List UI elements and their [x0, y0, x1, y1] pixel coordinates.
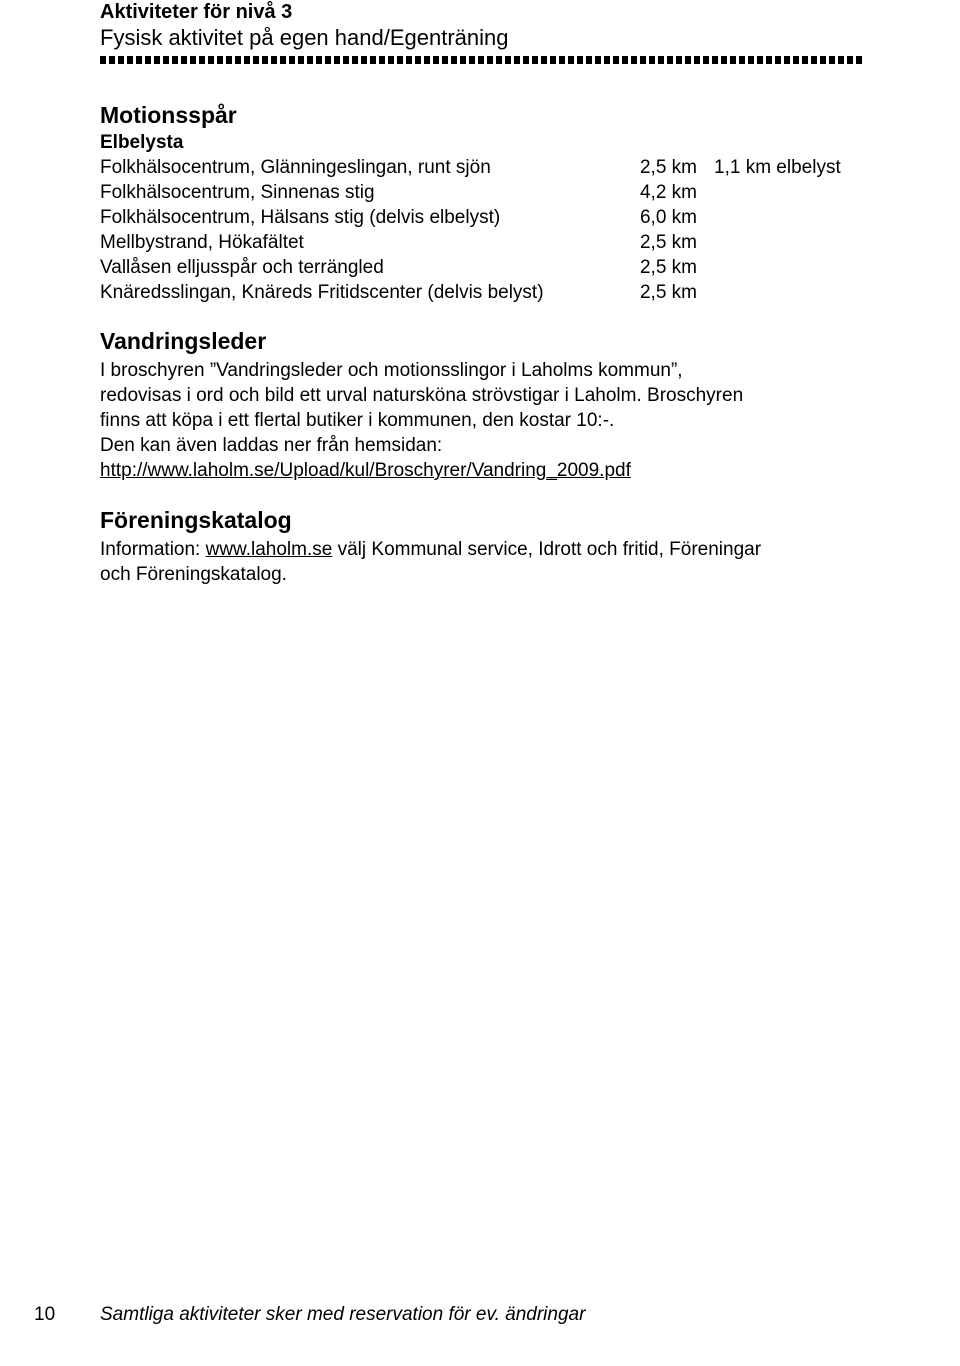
- brochure-pdf-link[interactable]: http://www.laholm.se/Upload/kul/Broschyrer/Vandring_2009.pdf: [100, 460, 631, 481]
- header-dotted-rule: [100, 56, 864, 64]
- trail-row: [100, 180, 880, 205]
- vandringsleder-paragraph: [100, 358, 880, 483]
- footer-note: Samtliga aktiviteter sker med reservation för ev. ändringar: [100, 1304, 586, 1325]
- motionsspar-heading: Motionsspår: [100, 102, 237, 128]
- paragraph-line: Den kan även laddas ner från hemsidan:: [100, 435, 443, 456]
- trail-name: Vallåsen elljusspår och terrängled: [100, 257, 384, 278]
- trail-row: [100, 155, 880, 180]
- foreningskatalog-paragraph: [100, 537, 880, 587]
- section-foreningskatalog: [100, 505, 880, 587]
- trail-row: [100, 230, 880, 255]
- info-prefix: Information:: [100, 539, 206, 560]
- elbelysta-subheading: Elbelysta: [100, 132, 184, 153]
- trail-distance: 2,5 km: [639, 157, 697, 178]
- trail-name: Folkhälsocentrum, Glänningeslingan, runt sjön: [100, 157, 491, 178]
- trail-distance: 4,2 km: [639, 182, 697, 203]
- trail-name: Mellbystrand, Hökafältet: [100, 232, 304, 253]
- paragraph-line: I broschyren ”Vandringsleder och motionsslingor i Laholms kommun”,: [100, 360, 683, 381]
- foreningskatalog-heading: Föreningskatalog: [100, 507, 292, 533]
- page-header: [100, 0, 880, 51]
- trail-row: [100, 205, 880, 230]
- vandringsleder-heading: Vandringsleder: [100, 328, 267, 354]
- section-motionsspar: [100, 100, 880, 305]
- trail-name: Folkhälsocentrum, Sinnenas stig: [100, 182, 375, 203]
- info-line-2: och Föreningskatalog.: [100, 564, 287, 585]
- section-vandringsleder: [100, 326, 880, 483]
- trail-name: Knäredsslingan, Knäreds Fritidscenter (delvis belyst): [100, 282, 544, 303]
- header-subtitle: Fysisk aktivitet på egen hand/Egenträning: [100, 25, 509, 50]
- trail-note: 1,1 km elbelyst: [714, 157, 841, 178]
- header-title: Aktiviteter för nivå 3: [100, 1, 293, 23]
- trail-distance: 2,5 km: [639, 232, 697, 253]
- page-footer: [0, 1303, 960, 1331]
- paragraph-line: finns att köpa i ett flertal butiker i kommunen, den kostar 10:-.: [100, 410, 615, 431]
- trail-row: [100, 255, 880, 280]
- paragraph-line: redovisas i ord och bild ett urval natursköna strövstigar i Laholm. Broschyren: [100, 385, 744, 406]
- trail-distance: 2,5 km: [639, 282, 697, 303]
- page-content: [100, 100, 880, 587]
- page-number: 10: [34, 1304, 56, 1325]
- trail-distance: 2,5 km: [639, 257, 697, 278]
- trail-name: Folkhälsocentrum, Hälsans stig (delvis elbelyst): [100, 207, 501, 228]
- trail-distance: 6,0 km: [639, 207, 697, 228]
- trail-row: [100, 280, 880, 305]
- laholm-website-link[interactable]: www.laholm.se: [205, 539, 333, 560]
- info-suffix: välj Kommunal service, Idrott och fritid, Föreningar: [332, 539, 762, 560]
